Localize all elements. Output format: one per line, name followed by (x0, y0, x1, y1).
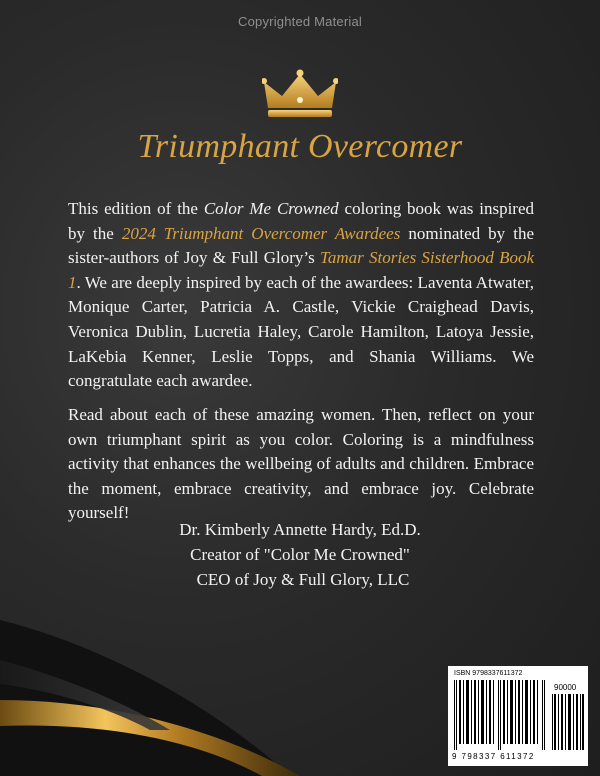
price-barcode-bars (552, 694, 584, 750)
text-segment: This edition of the (68, 199, 204, 218)
barcode-bars (454, 680, 546, 750)
author-company: CEO of Joy & Full Glory, LLC (196, 570, 410, 589)
text-segment: coloring book was inspired by the (68, 199, 534, 243)
barcode-digits: 9 798337 611372 (452, 752, 535, 761)
copyright-watermark: Copyrighted Material (238, 14, 362, 29)
author-role: Creator of "Color Me Crowned" (190, 545, 410, 564)
book-title: Color Me Crowned (203, 199, 339, 218)
awardees-link-text: 2024 Triumphant Overcomer Awardees (121, 223, 401, 243)
author-name: Dr. Kimberly Annette Hardy, Ed.D. (179, 520, 421, 539)
page-title: Triumphant Overcomer (137, 128, 463, 165)
price-code: 90000 (554, 683, 577, 692)
isbn-barcode (448, 666, 588, 766)
sisterhood-book-title: Tamar Stories Sisterhood Book 1 (68, 248, 535, 292)
text-segment: . We are deeply inspired by each of the awardees: Laventa Atwater, Monique Carter, Patricia A. Castle, Vickie Craighead Davis, Veronica Dublin, Lucretia Haley, Carole Hamilton, Latoya Jessie, LaKebia Kenner, Leslie Topps, and Shania Williams. We congratulate each awardee. (68, 272, 534, 391)
isbn-text: ISBN 9798337611372 (454, 670, 523, 677)
crown-icon (262, 68, 338, 120)
text-segment: nominated by the sister-authors of Joy & Full Glory’s (68, 223, 534, 268)
intro-paragraph (68, 197, 534, 394)
reflection-paragraph: Read about each of these amazing women. Then, reflect on your own triumphant spirit as you color. Coloring is a mindfulness activity that enhances the wellbeing of adults and children. Embrace the moment, embrace creativity, and embrace joy. Celebrate yourself! (68, 405, 534, 523)
